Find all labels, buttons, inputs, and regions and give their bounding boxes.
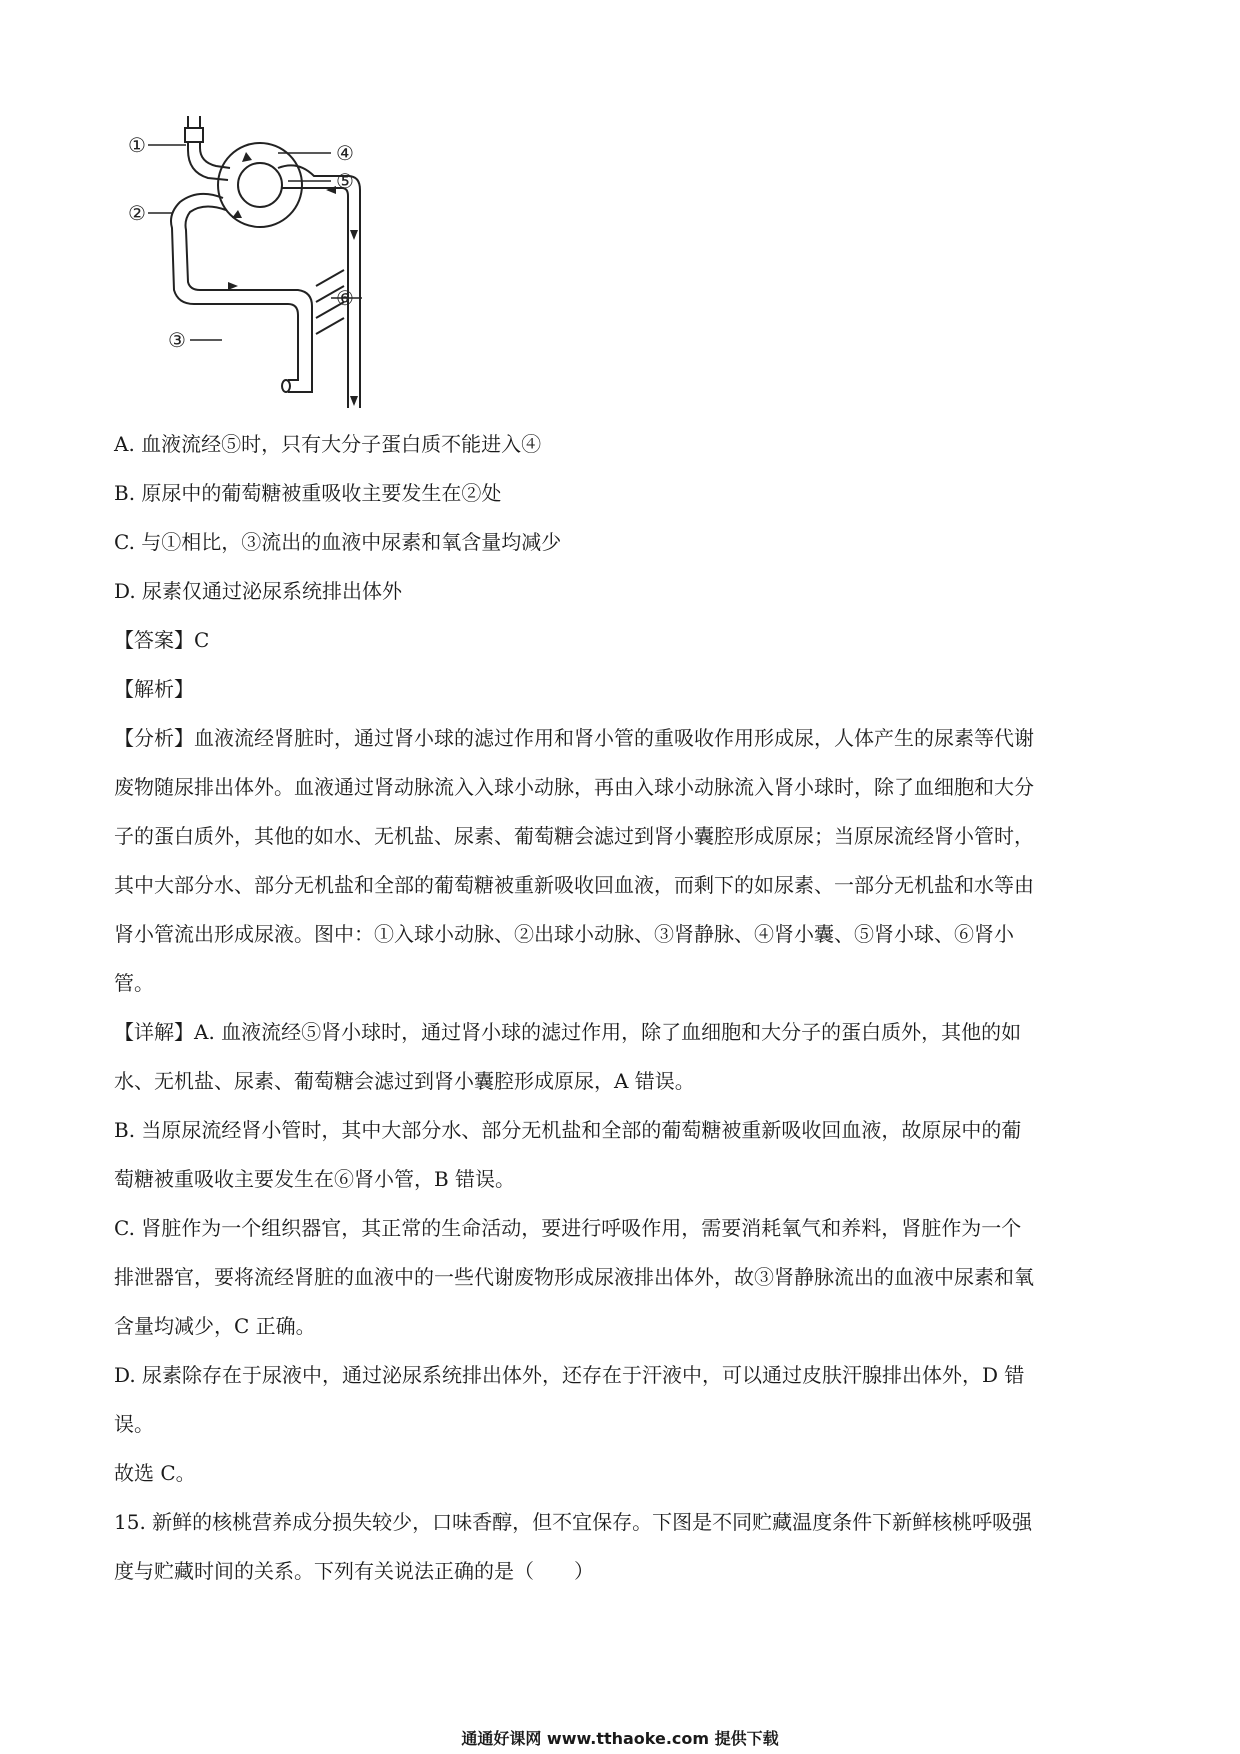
detail-line: B. 当原尿流经肾小管时，其中大部分水、部分无机盐和全部的葡萄糖被重新吸收回血液，故原尿中的葡 xyxy=(114,1118,1022,1142)
document-body xyxy=(114,420,1124,1596)
analysis-line: 管。 xyxy=(114,971,154,995)
detail-line: 萄糖被重吸收主要发生在⑥肾小管，B 错误。 xyxy=(114,1167,516,1191)
label-5: ⑤ xyxy=(336,169,354,193)
detail-line: 含量均减少，C 正确。 xyxy=(114,1314,316,1338)
answer: 【答案】C xyxy=(114,628,210,652)
question-15: 度与贮藏时间的关系。下列有关说法正确的是（ ） xyxy=(114,1559,594,1583)
label-1: ① xyxy=(128,133,146,157)
nephron-diagram xyxy=(128,110,418,410)
detail-line: 误。 xyxy=(114,1412,154,1436)
label-3: ③ xyxy=(168,328,186,352)
detail-line: 排泄器官，要将流经肾脏的血液中的一些代谢废物形成尿液排出体外，故③肾静脉流出的血液中尿素和氧 xyxy=(114,1265,1034,1289)
analysis-line: 【分析】血液流经肾脏时，通过肾小球的滤过作用和肾小管的重吸收作用形成尿，人体产生的尿素等代谢 xyxy=(114,726,1034,750)
analysis-line: 其中大部分水、部分无机盐和全部的葡萄糖被重新吸收回血液，而剩下的如尿素、一部分无机盐和水等由 xyxy=(114,873,1034,897)
option-b: B. 原尿中的葡萄糖被重吸收主要发生在②处 xyxy=(114,481,502,505)
option-a: A. 血液流经⑤时，只有大分子蛋白质不能进入④ xyxy=(114,432,542,456)
option-d: D. 尿素仅通过泌尿系统排出体外 xyxy=(114,579,403,603)
label-4: ④ xyxy=(336,141,354,165)
analysis-line: 肾小管流出形成尿液。图中：①入球小动脉、②出球小动脉、③肾静脉、④肾小囊、⑤肾小球、⑥肾小 xyxy=(114,922,1014,946)
analysis-line: 子的蛋白质外，其他的如水、无机盐、尿素、葡萄糖会滤过到肾小囊腔形成原尿；当原尿流经肾小管时， xyxy=(114,824,1034,848)
option-c: C. 与①相比，③流出的血液中尿素和氧含量均减少 xyxy=(114,530,562,554)
analysis-heading: 【解析】 xyxy=(114,677,194,701)
label-6: ⑥ xyxy=(336,286,354,310)
label-2: ② xyxy=(128,201,146,225)
choice-line: 故选 C。 xyxy=(114,1461,196,1485)
detail-line: D. 尿素除存在于尿液中，通过泌尿系统排出体外，还存在于汗液中，可以通过皮肤汗腺排出体外，D 错 xyxy=(114,1363,1025,1387)
detail-line: 水、无机盐、尿素、葡萄糖会滤过到肾小囊腔形成原尿，A 错误。 xyxy=(114,1069,695,1093)
question-15: 15. 新鲜的核桃营养成分损失较少，口味香醇，但不宜保存。下图是不同贮藏温度条件下新鲜核桃呼吸强 xyxy=(114,1510,1033,1534)
detail-line: C. 肾脏作为一个组织器官，其正常的生命活动，要进行呼吸作用，需要消耗氧气和养料，肾脏作为一个 xyxy=(114,1216,1022,1240)
detail-line: 【详解】A. 血液流经⑤肾小球时，通过肾小球的滤过作用，除了血细胞和大分子的蛋白质外，其他的如 xyxy=(114,1020,1022,1044)
footer-watermark: 通通好课网 www.tthaoke.com 提供下载 xyxy=(461,1729,779,1748)
analysis-line: 废物随尿排出体外。血液通过肾动脉流入入球小动脉，再由入球小动脉流入肾小球时，除了血细胞和大分 xyxy=(114,775,1034,799)
